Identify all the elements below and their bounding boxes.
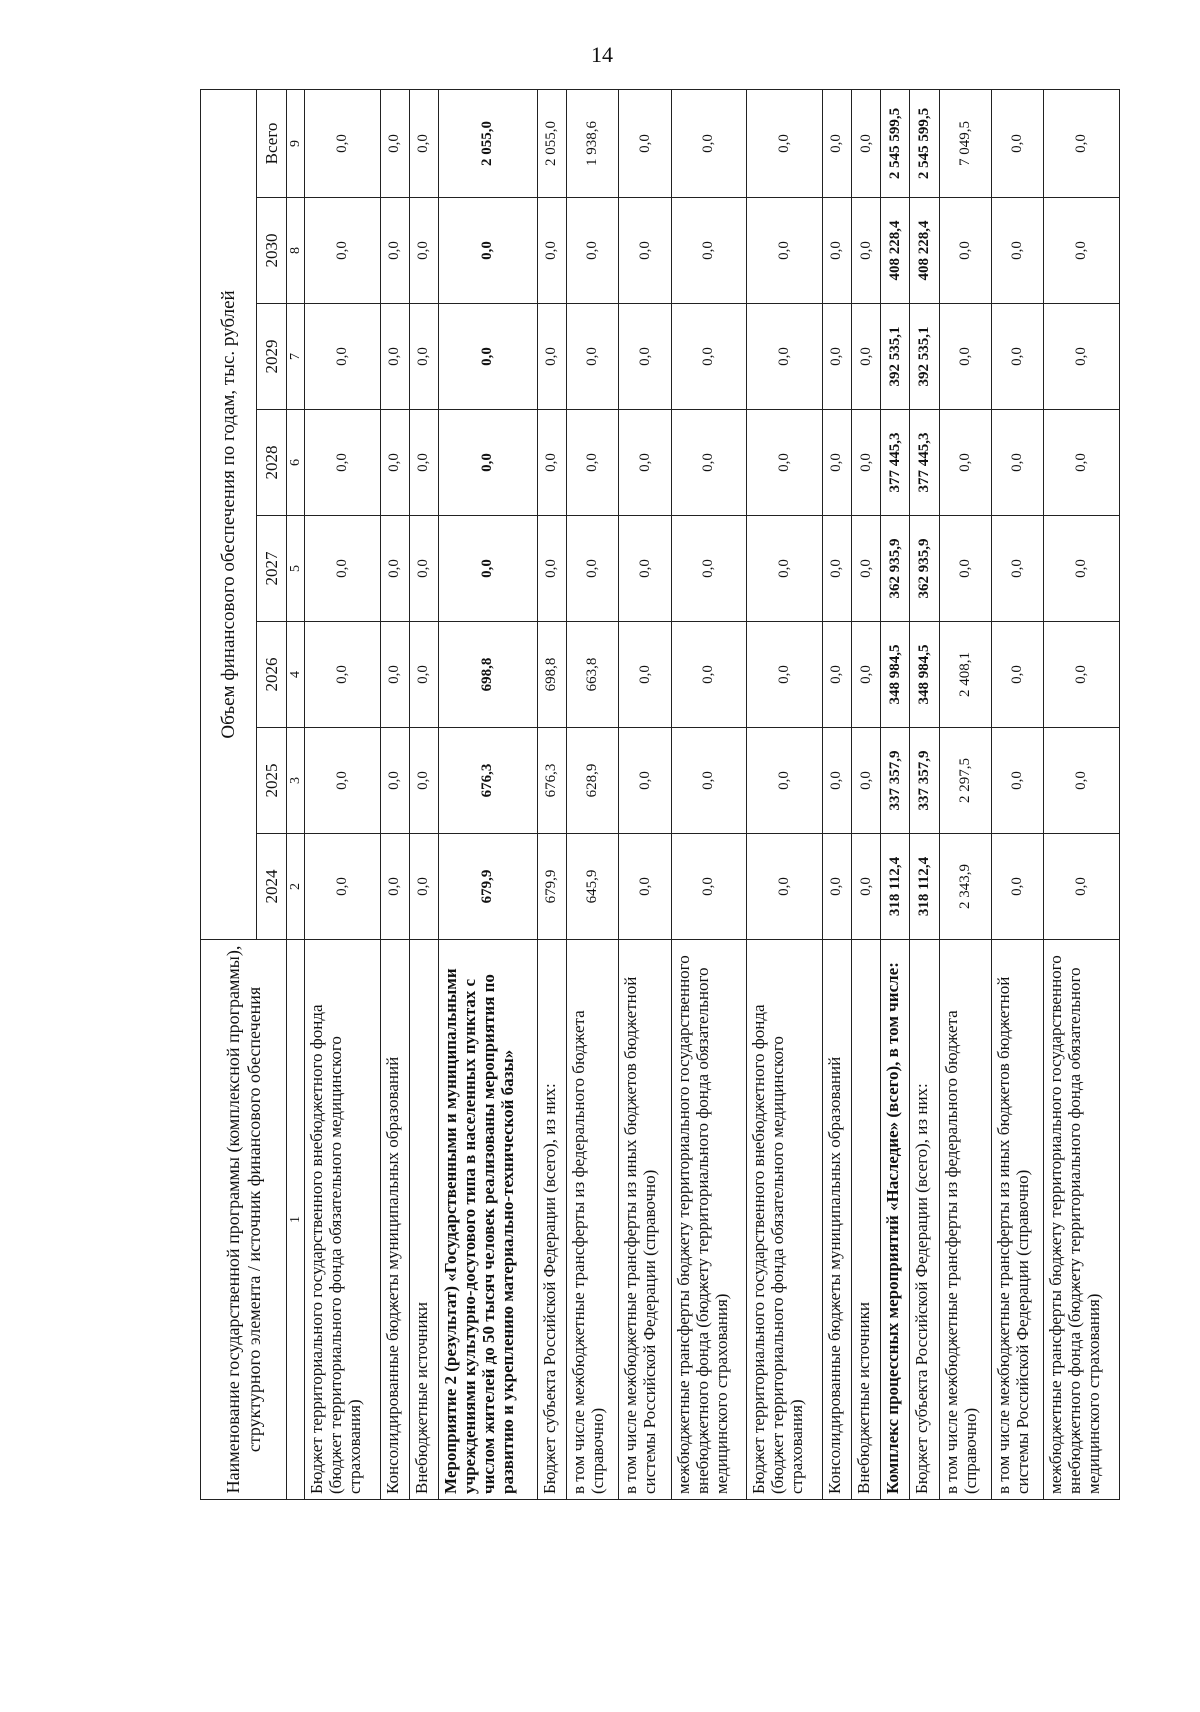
year-header-7: Всего [257,89,287,197]
value-cell: 0,0 [438,516,537,622]
value-cell: 0,0 [747,834,823,940]
value-cell: 0,0 [305,728,381,834]
value-cell: 0,0 [305,89,381,197]
value-cell: 0,0 [619,516,671,622]
value-cell: 0,0 [619,622,671,728]
column-number-8: 9 [287,89,305,197]
value-cell: 392 535,1 [910,304,939,410]
table-row [438,89,537,1499]
value-cell: 0,0 [939,516,991,622]
value-cell: 0,0 [747,728,823,834]
row-label: Консолидированные бюджеты муниципальных образований [380,940,409,1500]
value-cell: 0,0 [380,728,409,834]
value-cell: 0,0 [1044,834,1120,940]
value-cell: 0,0 [747,622,823,728]
value-cell: 2 297,5 [939,728,991,834]
value-cell: 0,0 [991,516,1043,622]
row-label: в том числе межбюджетные трансферты из иных бюджетов бюджетной системы Российской Федерации (справочно) [619,940,671,1500]
row-label: Консолидированные бюджеты муниципальных образований [822,940,851,1500]
value-cell: 318 112,4 [881,834,910,940]
header-volume-cell: Объем финансового обеспечения по годам, тыс. рублей [201,89,257,939]
table-row [305,89,381,1499]
value-cell: 0,0 [438,198,537,304]
value-cell: 318 112,4 [910,834,939,940]
row-label: в том числе межбюджетные трансферты из иных бюджетов бюджетной системы Российской Федерации (справочно) [991,940,1043,1500]
value-cell: 2 343,9 [939,834,991,940]
value-cell: 0,0 [619,198,671,304]
column-number-6: 7 [287,304,305,410]
value-cell: 0,0 [409,198,438,304]
year-header-5: 2029 [257,304,287,410]
table-row [537,89,566,1499]
value-cell: 0,0 [851,304,880,410]
row-label: Мероприятие 2 (результат) «Государственными и муниципальными учреждениями культурно-досугового типа в населенных пунктах с числом жителей до 50 тысяч человек реализованы мероприятия по развитию и укреплению материально-технической базы» [438,940,537,1500]
value-cell: 0,0 [1044,728,1120,834]
row-label: Бюджет субъекта Российской Федерации (всего), из них: [537,940,566,1500]
table-row [566,89,618,1499]
value-cell: 0,0 [1044,622,1120,728]
value-cell: 0,0 [991,622,1043,728]
value-cell: 0,0 [851,728,880,834]
value-cell: 645,9 [566,834,618,940]
value-cell: 0,0 [566,304,618,410]
table-row [747,89,823,1499]
table-row [619,89,671,1499]
table-row [409,89,438,1499]
value-cell: 0,0 [747,304,823,410]
column-number-5: 6 [287,410,305,516]
row-label: в том числе межбюджетные трансферты из федерального бюджета (справочно) [939,940,991,1500]
value-cell: 0,0 [822,834,851,940]
column-number-7: 8 [287,198,305,304]
value-cell: 0,0 [305,410,381,516]
value-cell: 2 545 599,5 [881,89,910,197]
value-cell: 0,0 [671,728,747,834]
value-cell: 0,0 [851,834,880,940]
table-row [1044,89,1120,1499]
value-cell: 0,0 [822,410,851,516]
value-cell: 0,0 [409,622,438,728]
value-cell: 0,0 [747,410,823,516]
value-cell: 0,0 [619,834,671,940]
value-cell: 392 535,1 [881,304,910,410]
value-cell: 0,0 [380,89,409,197]
value-cell: 0,0 [619,410,671,516]
value-cell: 0,0 [671,410,747,516]
value-cell: 2 545 599,5 [910,89,939,197]
year-header-1: 2025 [257,728,287,834]
value-cell: 7 049,5 [939,89,991,197]
value-cell: 0,0 [409,304,438,410]
row-label: Внебюджетные источники [409,940,438,1500]
value-cell: 0,0 [671,198,747,304]
value-cell: 0,0 [537,410,566,516]
value-cell: 0,0 [380,410,409,516]
value-cell: 0,0 [438,304,537,410]
value-cell: 0,0 [939,410,991,516]
column-number-4: 5 [287,516,305,622]
value-cell: 0,0 [822,304,851,410]
value-cell: 0,0 [851,198,880,304]
row-label: Комплекс процессных мероприятий «Наследие» (всего), в том числе: [881,940,910,1500]
value-cell: 0,0 [822,198,851,304]
value-cell: 0,0 [991,304,1043,410]
table-row [822,89,851,1499]
value-cell: 0,0 [671,89,747,197]
value-cell: 2 055,0 [537,89,566,197]
value-cell: 0,0 [822,622,851,728]
value-cell: 676,3 [438,728,537,834]
value-cell: 0,0 [671,304,747,410]
value-cell: 0,0 [991,834,1043,940]
value-cell: 0,0 [851,89,880,197]
value-cell: 362 935,9 [910,516,939,622]
table-row [881,89,910,1499]
value-cell: 377 445,3 [910,410,939,516]
year-header-0: 2024 [257,834,287,940]
value-cell: 0,0 [566,516,618,622]
value-cell: 0,0 [566,410,618,516]
value-cell: 0,0 [822,728,851,834]
value-cell: 0,0 [438,410,537,516]
value-cell: 0,0 [305,516,381,622]
row-label: Бюджет территориального государственного внебюджетного фонда (бюджет территориального фонда обязательного медицинского страхования) [747,940,823,1500]
value-cell: 0,0 [747,516,823,622]
value-cell: 0,0 [537,516,566,622]
row-label: Бюджет территориального государственного внебюджетного фонда (бюджет территориального фонда обязательного медицинского страхования) [305,940,381,1500]
table-row [671,89,747,1499]
value-cell: 0,0 [305,622,381,728]
financing-table [200,89,1120,1500]
column-number-2: 3 [287,728,305,834]
value-cell: 0,0 [991,728,1043,834]
value-cell: 0,0 [305,304,381,410]
value-cell: 0,0 [822,516,851,622]
value-cell: 698,8 [438,622,537,728]
value-cell: 0,0 [671,516,747,622]
value-cell: 362 935,9 [881,516,910,622]
value-cell: 0,0 [537,304,566,410]
value-cell: 628,9 [566,728,618,834]
column-number-0: 1 [287,940,305,1500]
value-cell: 0,0 [991,198,1043,304]
value-cell: 1 938,6 [566,89,618,197]
value-cell: 0,0 [747,198,823,304]
row-label: Внебюджетные источники [851,940,880,1500]
table-row [939,89,991,1499]
value-cell: 2 408,1 [939,622,991,728]
table-row [991,89,1043,1499]
value-cell: 0,0 [851,516,880,622]
value-cell: 0,0 [305,834,381,940]
value-cell: 0,0 [380,304,409,410]
row-label: в том числе межбюджетные трансферты из федерального бюджета (справочно) [566,940,618,1500]
value-cell: 663,8 [566,622,618,728]
value-cell: 0,0 [409,89,438,197]
column-number-3: 4 [287,622,305,728]
value-cell: 0,0 [305,198,381,304]
value-cell: 0,0 [991,89,1043,197]
value-cell: 0,0 [537,198,566,304]
value-cell: 0,0 [409,834,438,940]
value-cell: 0,0 [566,198,618,304]
value-cell: 0,0 [1044,410,1120,516]
header-name-cell: Наименование государственной программы (комплексной программы), структурного элемента / источник финансового обеспечения [201,940,287,1500]
value-cell: 377 445,3 [881,410,910,516]
value-cell: 0,0 [380,516,409,622]
column-number-1: 2 [287,834,305,940]
value-cell: 0,0 [1044,89,1120,197]
value-cell: 0,0 [939,304,991,410]
year-header-6: 2030 [257,198,287,304]
value-cell: 337 357,9 [881,728,910,834]
year-header-2: 2026 [257,622,287,728]
value-cell: 348 984,5 [910,622,939,728]
value-cell: 0,0 [822,89,851,197]
year-header-3: 2027 [257,516,287,622]
value-cell: 0,0 [991,410,1043,516]
value-cell: 0,0 [380,622,409,728]
row-label: межбюджетные трансферты бюджету территориального государственного внебюджетного фонда (бюджету территориального фонда обязательного медицинского страхования) [671,940,747,1500]
value-cell: 0,0 [1044,304,1120,410]
table-row [910,89,939,1499]
value-cell: 0,0 [619,728,671,834]
value-cell: 679,9 [438,834,537,940]
value-cell: 0,0 [939,198,991,304]
rotated-table-wrapper [200,90,1120,1500]
value-cell: 679,9 [537,834,566,940]
page-number: 14 [591,42,613,67]
value-cell: 408 228,4 [910,198,939,304]
value-cell: 0,0 [671,622,747,728]
value-cell: 0,0 [1044,198,1120,304]
table-row [380,89,409,1499]
table-row [851,89,880,1499]
year-header-4: 2028 [257,410,287,516]
value-cell: 2 055,0 [438,89,537,197]
row-label: межбюджетные трансферты бюджету территориального государственного внебюджетного фонда (бюджету территориального фонда обязательного медицинского страхования) [1044,940,1120,1500]
value-cell: 0,0 [409,516,438,622]
value-cell: 0,0 [619,304,671,410]
value-cell: 408 228,4 [881,198,910,304]
value-cell: 698,8 [537,622,566,728]
value-cell: 0,0 [619,89,671,197]
value-cell: 0,0 [409,728,438,834]
value-cell: 0,0 [380,834,409,940]
value-cell: 0,0 [851,410,880,516]
value-cell: 0,0 [409,410,438,516]
value-cell: 676,3 [537,728,566,834]
value-cell: 348 984,5 [881,622,910,728]
value-cell: 0,0 [747,89,823,197]
value-cell: 337 357,9 [910,728,939,834]
row-label: Бюджет субъекта Российской Федерации (всего), из них: [910,940,939,1500]
value-cell: 0,0 [380,198,409,304]
value-cell: 0,0 [671,834,747,940]
value-cell: 0,0 [851,622,880,728]
value-cell: 0,0 [1044,516,1120,622]
